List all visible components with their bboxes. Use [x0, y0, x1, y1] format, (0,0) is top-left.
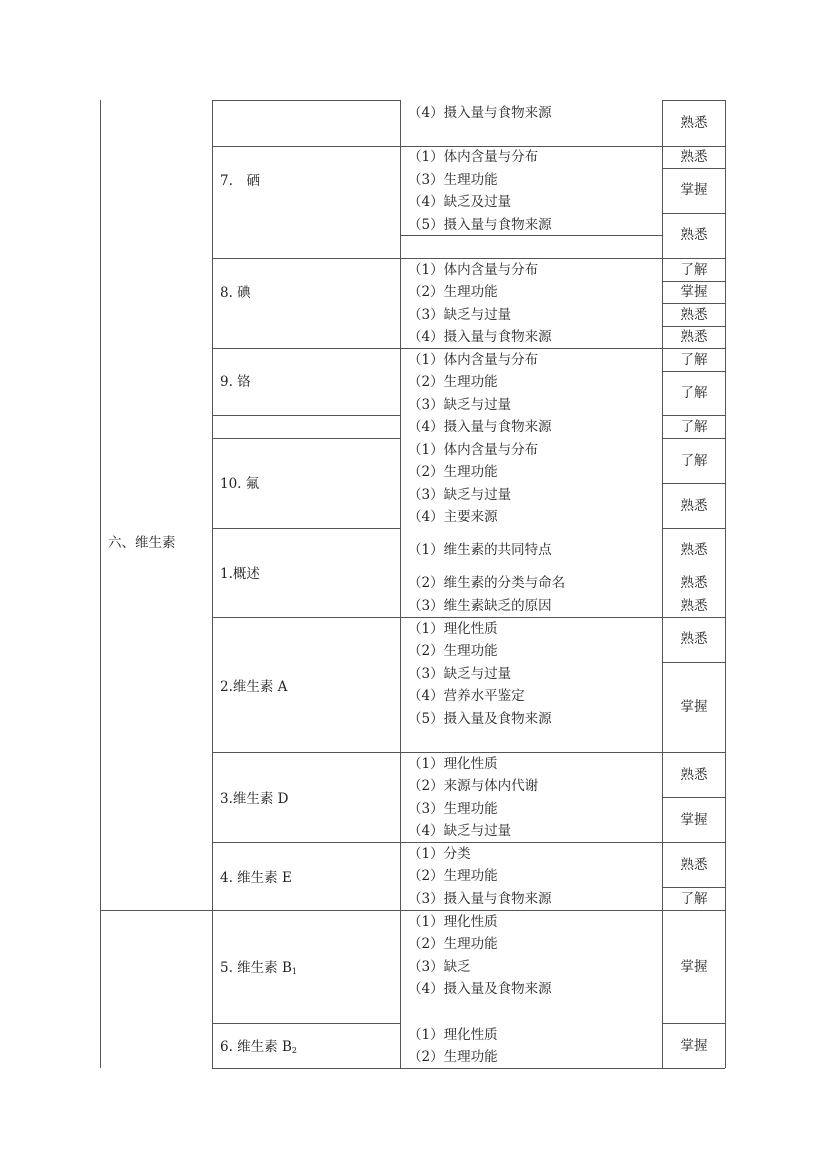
level-badge: 掌握: [680, 284, 708, 300]
row-line: [400, 842, 662, 843]
row-line: [400, 1068, 662, 1069]
level-line: [662, 617, 725, 618]
level-line: [662, 887, 725, 888]
level-badge: 熟悉: [680, 498, 708, 514]
level-line: [662, 1023, 725, 1024]
section-label: 六、维生素: [108, 535, 176, 551]
content-item: （2）生理功能: [408, 936, 498, 952]
level-badge: 了解: [680, 453, 708, 469]
level-badge: 掌握: [680, 959, 708, 975]
level-line: [662, 281, 725, 282]
level-line: [662, 438, 725, 439]
level-line: [662, 100, 725, 101]
level-line: [662, 1068, 725, 1069]
table-border-right: [725, 100, 726, 1068]
content-item: （3）摄入量与食物来源: [408, 891, 552, 907]
content-item: （2）生理功能: [408, 284, 498, 300]
level-badge: 了解: [680, 262, 708, 278]
level-badge: 熟悉: [680, 227, 708, 243]
topic-title: 9. 铬: [220, 374, 251, 390]
content-item: （1）理化性质: [408, 621, 498, 637]
row-line: [212, 415, 400, 416]
content-item: （1）维生素的共同特点: [408, 542, 552, 558]
content-item: （1）理化性质: [408, 756, 498, 772]
section-line: [100, 910, 725, 911]
level-badge: 掌握: [680, 699, 708, 715]
content-item: （3）缺乏与过量: [408, 307, 512, 323]
content-item: （4）主要来源: [408, 509, 498, 525]
content-item: （1）体内含量与分布: [408, 352, 539, 368]
level-line: [662, 326, 725, 327]
level-line: [662, 303, 725, 304]
level-badge: 熟悉: [680, 857, 708, 873]
level-badge: 熟悉: [680, 631, 708, 647]
row-line: [400, 617, 662, 618]
level-badge: 掌握: [680, 1038, 708, 1054]
content-item: （1）分类: [408, 846, 471, 862]
row-line: [212, 348, 400, 349]
content-item: （5）摄入量与食物来源: [408, 217, 552, 233]
content-item: （1）体内含量与分布: [408, 262, 539, 278]
level-badge: 熟悉: [680, 575, 708, 591]
content-item: （4）缺乏与过量: [408, 823, 512, 839]
level-badge: 掌握: [680, 182, 708, 198]
row-line: [212, 1068, 400, 1069]
content-item: （3）生理功能: [408, 172, 498, 188]
level-line: [662, 842, 725, 843]
content-item: （3）生理功能: [408, 801, 498, 817]
content-item: （2）生理功能: [408, 464, 498, 480]
content-item: （4）摄入量与食物来源: [408, 419, 552, 435]
level-badge: 了解: [680, 352, 708, 368]
content-item: （2）来源与体内代谢: [408, 778, 539, 794]
content-item: （2）维生素的分类与命名: [408, 575, 566, 591]
row-line: [212, 752, 400, 753]
level-line: [662, 662, 725, 663]
level-badge: 熟悉: [680, 767, 708, 783]
row-line: [212, 617, 400, 618]
row-line: [212, 258, 400, 259]
level-badge: 了解: [680, 385, 708, 401]
table-border-left: [100, 100, 101, 1068]
level-line: [662, 348, 725, 349]
content-item: （3）缺乏: [408, 959, 471, 975]
row-line: [212, 528, 400, 529]
topic-title: 8. 碘: [220, 285, 251, 301]
topic-title: 3.维生素 D: [220, 791, 289, 807]
content-item: （4）营养水平鉴定: [408, 688, 525, 704]
content-item: （2）生理功能: [408, 643, 498, 659]
level-line: [662, 528, 725, 529]
content-item: （4）摄入量与食物来源: [408, 329, 552, 345]
col-divider-topic: [212, 100, 213, 1068]
content-item: （4）摄入量及食物来源: [408, 981, 552, 997]
row-line: [400, 258, 662, 259]
topic-title: 2.维生素 A: [220, 679, 288, 695]
level-badge: 熟悉: [680, 598, 708, 614]
row-line: [400, 235, 662, 236]
level-badge: 了解: [680, 419, 708, 435]
row-line: [212, 1023, 400, 1024]
content-item: （4）缺乏及过量: [408, 194, 512, 210]
level-line: [662, 146, 725, 147]
row-line: [212, 842, 400, 843]
level-badge: 熟悉: [680, 542, 708, 558]
level-badge: 熟悉: [680, 329, 708, 345]
row-line: [400, 146, 662, 147]
topic-title: 6. 维生素 $B_2$: [220, 1039, 297, 1055]
content-item: （1）体内含量与分布: [408, 442, 539, 458]
level-badge: 熟悉: [680, 115, 708, 131]
level-badge: 了解: [680, 891, 708, 907]
topic-title: 10. 氟: [220, 476, 260, 492]
level-badge: 掌握: [680, 812, 708, 828]
content-item: （2）生理功能: [408, 868, 498, 884]
level-line: [662, 371, 725, 372]
content-item: （1）体内含量与分布: [408, 149, 539, 165]
content-item: （4）摄入量与食物来源: [408, 105, 552, 121]
content-item: （5）摄入量及食物来源: [408, 711, 552, 727]
level-line: [662, 258, 725, 259]
content-item: （3）缺乏与过量: [408, 397, 512, 413]
content-item: （1）理化性质: [408, 1027, 498, 1043]
content-item: （3）缺乏与过量: [408, 666, 512, 682]
row-line: [212, 438, 400, 439]
row-line: [400, 752, 662, 753]
topic-title: 7. 硒: [220, 173, 260, 189]
col-divider-content: [400, 100, 401, 1068]
row-line: [400, 348, 662, 349]
row-line: [212, 100, 400, 101]
content-item: （2）生理功能: [408, 1049, 498, 1065]
topic-title: 4. 维生素 E: [220, 870, 292, 886]
content-item: （2）生理功能: [408, 374, 498, 390]
content-item: （1）理化性质: [408, 914, 498, 930]
level-line: [662, 213, 725, 214]
topic-title: 5. 维生素 $B_1$: [220, 960, 297, 976]
level-line: [662, 168, 725, 169]
level-badge: 熟悉: [680, 149, 708, 165]
row-line: [212, 146, 400, 147]
level-line: [662, 415, 725, 416]
content-item: （3）维生素缺乏的原因: [408, 598, 552, 614]
topic-title: 1.概述: [220, 566, 260, 582]
level-line: [662, 752, 725, 753]
content-item: （3）缺乏与过量: [408, 487, 512, 503]
level-line: [662, 483, 725, 484]
level-badge: 熟悉: [680, 307, 708, 323]
level-line: [662, 797, 725, 798]
